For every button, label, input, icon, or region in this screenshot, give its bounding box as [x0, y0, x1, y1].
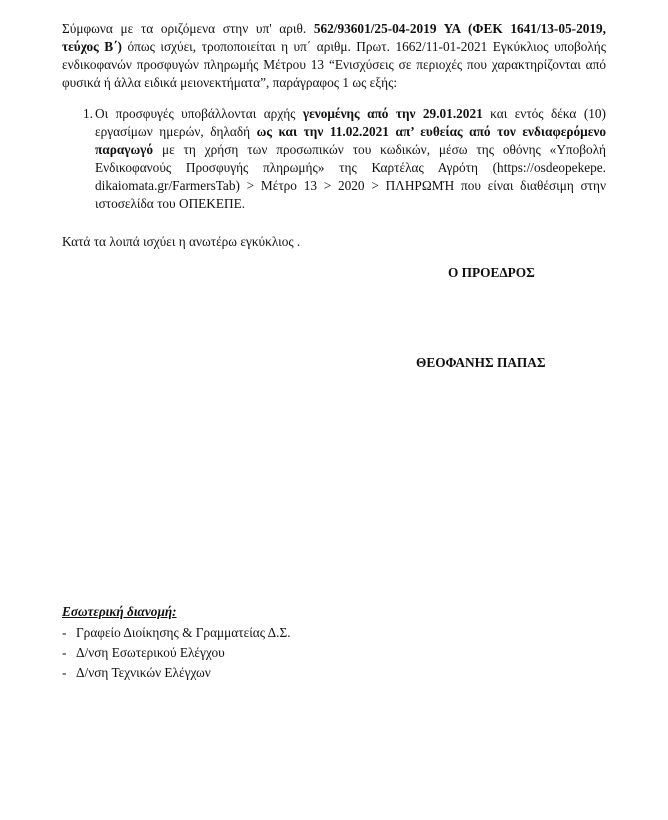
item-text: Οι προσφυγές υποβάλλονται αρχής	[95, 106, 303, 121]
distribution-item-text: Δ/νση Εσωτερικού Ελέγχου	[76, 645, 225, 660]
intro-line-4: φυσικά ή άλλα ειδικά μειονεκτήματα”, παράγραφος 1 ως εξής:	[62, 75, 398, 90]
list-item	[62, 663, 291, 683]
list-dash: -	[62, 665, 67, 680]
list-item	[62, 643, 291, 663]
list-dash: -	[62, 645, 67, 660]
intro-line-3: ενδικοφανών προσφυγών πληρωμής Μέτρου 13 “Ενισχύσεις σε περιοχές που χαρακτηρίζονται από	[62, 57, 606, 72]
list-item	[62, 623, 291, 643]
intro-line-1	[62, 20, 606, 38]
closing-sentence: Κατά τα λοιπά ισχύει η ανωτέρω εγκύκλιος .	[62, 234, 301, 249]
item-line-6: ιστοσελίδα του ΟΠΕΚΕΠΕ.	[95, 196, 246, 211]
item-text: με τη χρήση των προσωπικών του κωδικών, μέσω της οθόνης «Υποβολή	[153, 142, 606, 157]
item-producer: παραγωγό	[95, 142, 154, 157]
intro-gazette-issue: τεύχος Β΄)	[62, 39, 122, 54]
distribution-item-text: Γραφείο Διοίκησης & Γραμματείας Δ.Σ.	[76, 625, 291, 640]
item-line-5: dikaiomata.gr/FarmersTab) > Μέτρο 13 > 2020 > ΠΛΗΡΩΜΉ που είναι διαθέσιμη στην	[95, 178, 606, 193]
signature-name: ΘΕΟΦΑΝΗΣ ΠΑΠΑΣ	[416, 355, 546, 370]
distribution-list	[62, 623, 291, 683]
intro-decision-reference: 562/93601/25-04-2019 ΥΑ (ΦΕΚ 1641/13-05-2019,	[313, 21, 606, 36]
signature-title: Ο ΠΡΟΕΔΡΟΣ	[448, 265, 535, 280]
distribution-item-text: Δ/νση Τεχνικών Ελέγχων	[76, 665, 211, 680]
numbered-list	[83, 105, 606, 213]
item-line-2	[95, 123, 606, 141]
intro-text: Σύμφωνα με τα οριζόμενα στην υπ' αριθ.	[62, 21, 314, 36]
item-text: εργασίμων ημερών, δηλαδή	[95, 124, 257, 139]
item-text: και εντός δέκα (10)	[482, 106, 606, 121]
intro-line-2	[62, 38, 606, 56]
list-item-number: 1.	[83, 106, 93, 121]
item-end-date: ως και την 11.02.2021 απ’ ευθείας από τον ενδιαφερόμενο	[256, 124, 606, 139]
item-start-date: γενομένης από την 29.01.2021	[302, 106, 483, 121]
intro-paragraph	[62, 20, 606, 92]
list-dash: -	[62, 625, 67, 640]
list-item	[95, 105, 606, 213]
item-line-1	[95, 105, 606, 123]
distribution-heading: Εσωτερική διανομή:	[62, 604, 177, 619]
item-line-3	[95, 141, 606, 159]
intro-text: όπως ισχύει, τροποποιείται η υπ΄ αριθμ. Πρωτ. 1662/11-01-2021 Εγκύκλιος υποβολής	[121, 39, 606, 54]
item-line-4: Ενδικοφανούς Προσφυγής πληρωμής» της Καρτέλας Αγρότη (https://osdeopekepe.	[95, 160, 606, 175]
